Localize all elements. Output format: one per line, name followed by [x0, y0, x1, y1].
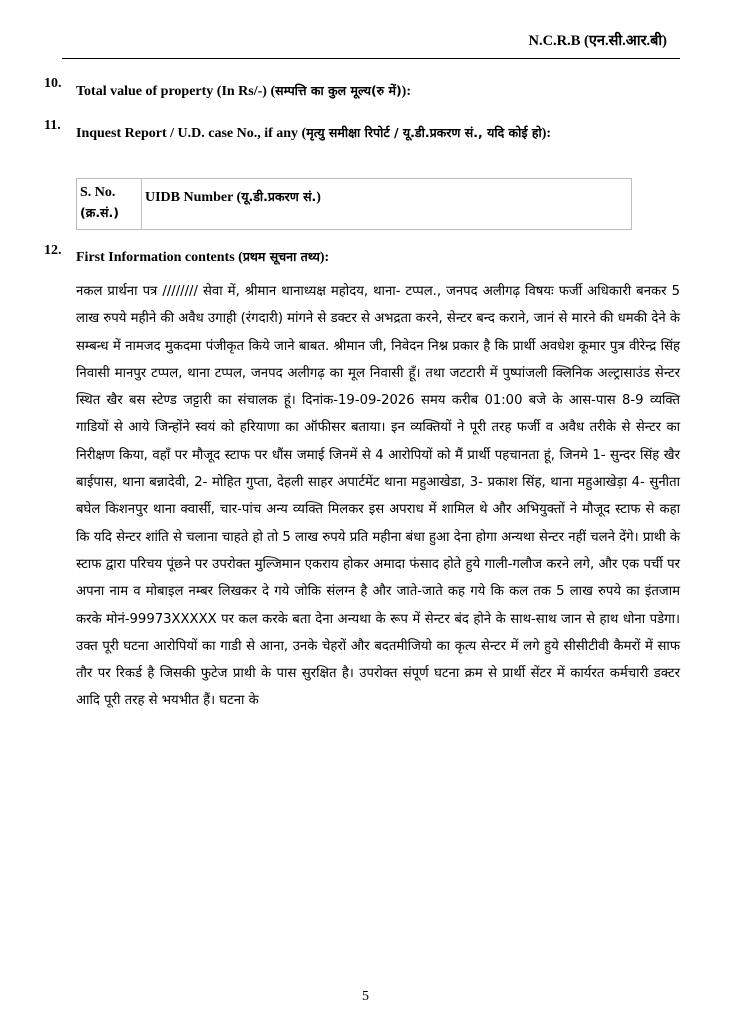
document-header: N.C.R.B (एन.सी.आर.बी) — [528, 33, 667, 49]
header-divider — [62, 58, 680, 59]
table-header-uidb-en: UIDB Number ( — [145, 190, 242, 205]
item-11-label-hi: मृत्यु समीक्षा रिपोर्ट / यू.डी.प्रकरण सं., यदि कोई हो — [306, 125, 542, 140]
item-12-label-en: First Information contents ( — [76, 250, 243, 265]
item-12-label-hi: प्रथम सूचना तथ्य — [242, 249, 320, 264]
page-number: 5 — [362, 989, 369, 1004]
table-header-sno-hi: (क्र.सं.) — [80, 205, 119, 220]
item-10-label-hi: सम्पत्ति का कुल मूल्य(रु में) — [275, 83, 402, 98]
table-header-uidb — [142, 179, 632, 230]
item-12-label — [76, 246, 680, 269]
item-11-label-en: Inquest Report / U.D. case No., if any ( — [76, 126, 307, 141]
item-10-label-suffix: ): — [401, 84, 411, 99]
table-header-uidb-hi: यू.डी.प्रकरण सं. — [241, 189, 317, 204]
first-information-contents: नकल प्रार्थना पत्र //////// सेवा में, श्रीमान थानाध्यक्ष महोदय, थाना- टप्पल., जनपद अलीगढ़ विषयः फर्जी अधिकारी बनकर 5 लाख रुपये महीने की अवैध उगाही (रंगदारी) मांगने से डक्टर से अभद्रता करने, सेन्टर बन्द कराने, जानं से मारने की धमकी देने के सम्बन्ध में नामजद मुकदमा पंजीकृत किये जाने बाबत. श्रीमान जी, निवेदन निश्न प्रकार है कि प्रार्थी अवधेश कूमार पुत्र वीरेन्द्र सिंह निवासी मानपुर टप्पल, थाना टप्पल, जनपद अलीगढ़ का मूल निवासी हूँ। तथा जटटारी में पुष्पांजली क्लिनिक अल्ट्रासाउंड सेन्टर स्थित खैर बस स्टेण्ड जट्टारी का संचालक हूं। दिनांक-19-09-2026 समय करीब 01:00 बजे के आस-पास 8-9 व्यक्ति गाडियों से आये जिन्होंने स्वयं को हरियाणा का ऑफीसर बताया। इन व्यक्तियों ने पूरी तरह फर्जी व अवैध तरीके से सेन्टर का निरीक्षण किया, वहाँ पर मौजूद स्टाफ पर धौंस जमाई जिनमें से 4 आरोपियों को मैं प्रार्थी पहचानता हूं, जिनमे 1- सुन्दर सिंह खैर बाईपास, थाना बन्नादेवी, 2- मोहित गुप्ता, देहली साहर अपार्टमेंट थाना महुआखेडा, 3- प्रकाश सिंह, थाना महुआखेड़ा 4- सुनीता बघेल किशनपुर थाना क्वार्सी, चार-पांच अन्य व्यक्ति मिलकर इस अपराध में शामिल थे और अभियुक्तों ने मौजूद स्टाफ से कहा कि यदि सेन्टर शांति से चलाना चाहते हो तो 5 लाख रुपये प्रति महीना बंधा हुआ देना होगा अन्यथा सेन्टर नहीं चलने देंगे। प्राथी के स्टाफ द्वारा परिचय पूंछने पर उपरोक्त मुल्जिमान एकराय होकर अमादा फंसाद होते हुये गाली-गलौज करने लगे, और एक पर्ची पर अपना नाम व मोबाइल नम्बर लिखकर दे गये जोकि संलग्न है और जाते-जाते कह गये कि कल तक 5 लाख रुपये का इंतजाम करके मोनं-99973XXXXX पर कल करके बता देना अन्यथा के रूप में सेन्टर बंद होने के साथ-साथ जान से हाथ धोना पडेगा। उक्त पूरी घटना आरोपियों का गाडी से आना, उनके चेहरों और बदतमीजियो का कृत्य सेन्टर में लगे हुये सीसीटीवी कैमरों में साफ तौर पर रिकर्ड है जिसकी फुटेज प्राथी के पास सुरक्षित है। उपरोक्त संपूर्ण घटना क्रम से प्रार्थी सेंटर में कार्यरत कर्मचारी डक्टर आदि पूरी तरह से भयभीत हैं। घटना के — [76, 284, 680, 709]
table-row — [77, 179, 632, 230]
item-11-label-suffix: ): — [541, 126, 552, 141]
table-header-uidb-suffix: ) — [316, 190, 321, 205]
item-10-label-en: Total value of property (In Rs/-) ( — [76, 84, 276, 99]
item-11-label — [76, 122, 680, 145]
table-header-sno — [77, 179, 142, 230]
item-12-number: 12. — [44, 243, 62, 258]
table-header-sno-en: S. No. — [80, 185, 116, 200]
item-10-label — [76, 80, 680, 103]
item-10-number: 10. — [44, 76, 62, 91]
uidb-table — [76, 178, 632, 230]
item-11-number: 11. — [44, 118, 61, 133]
item-12-label-suffix: ): — [319, 250, 330, 265]
